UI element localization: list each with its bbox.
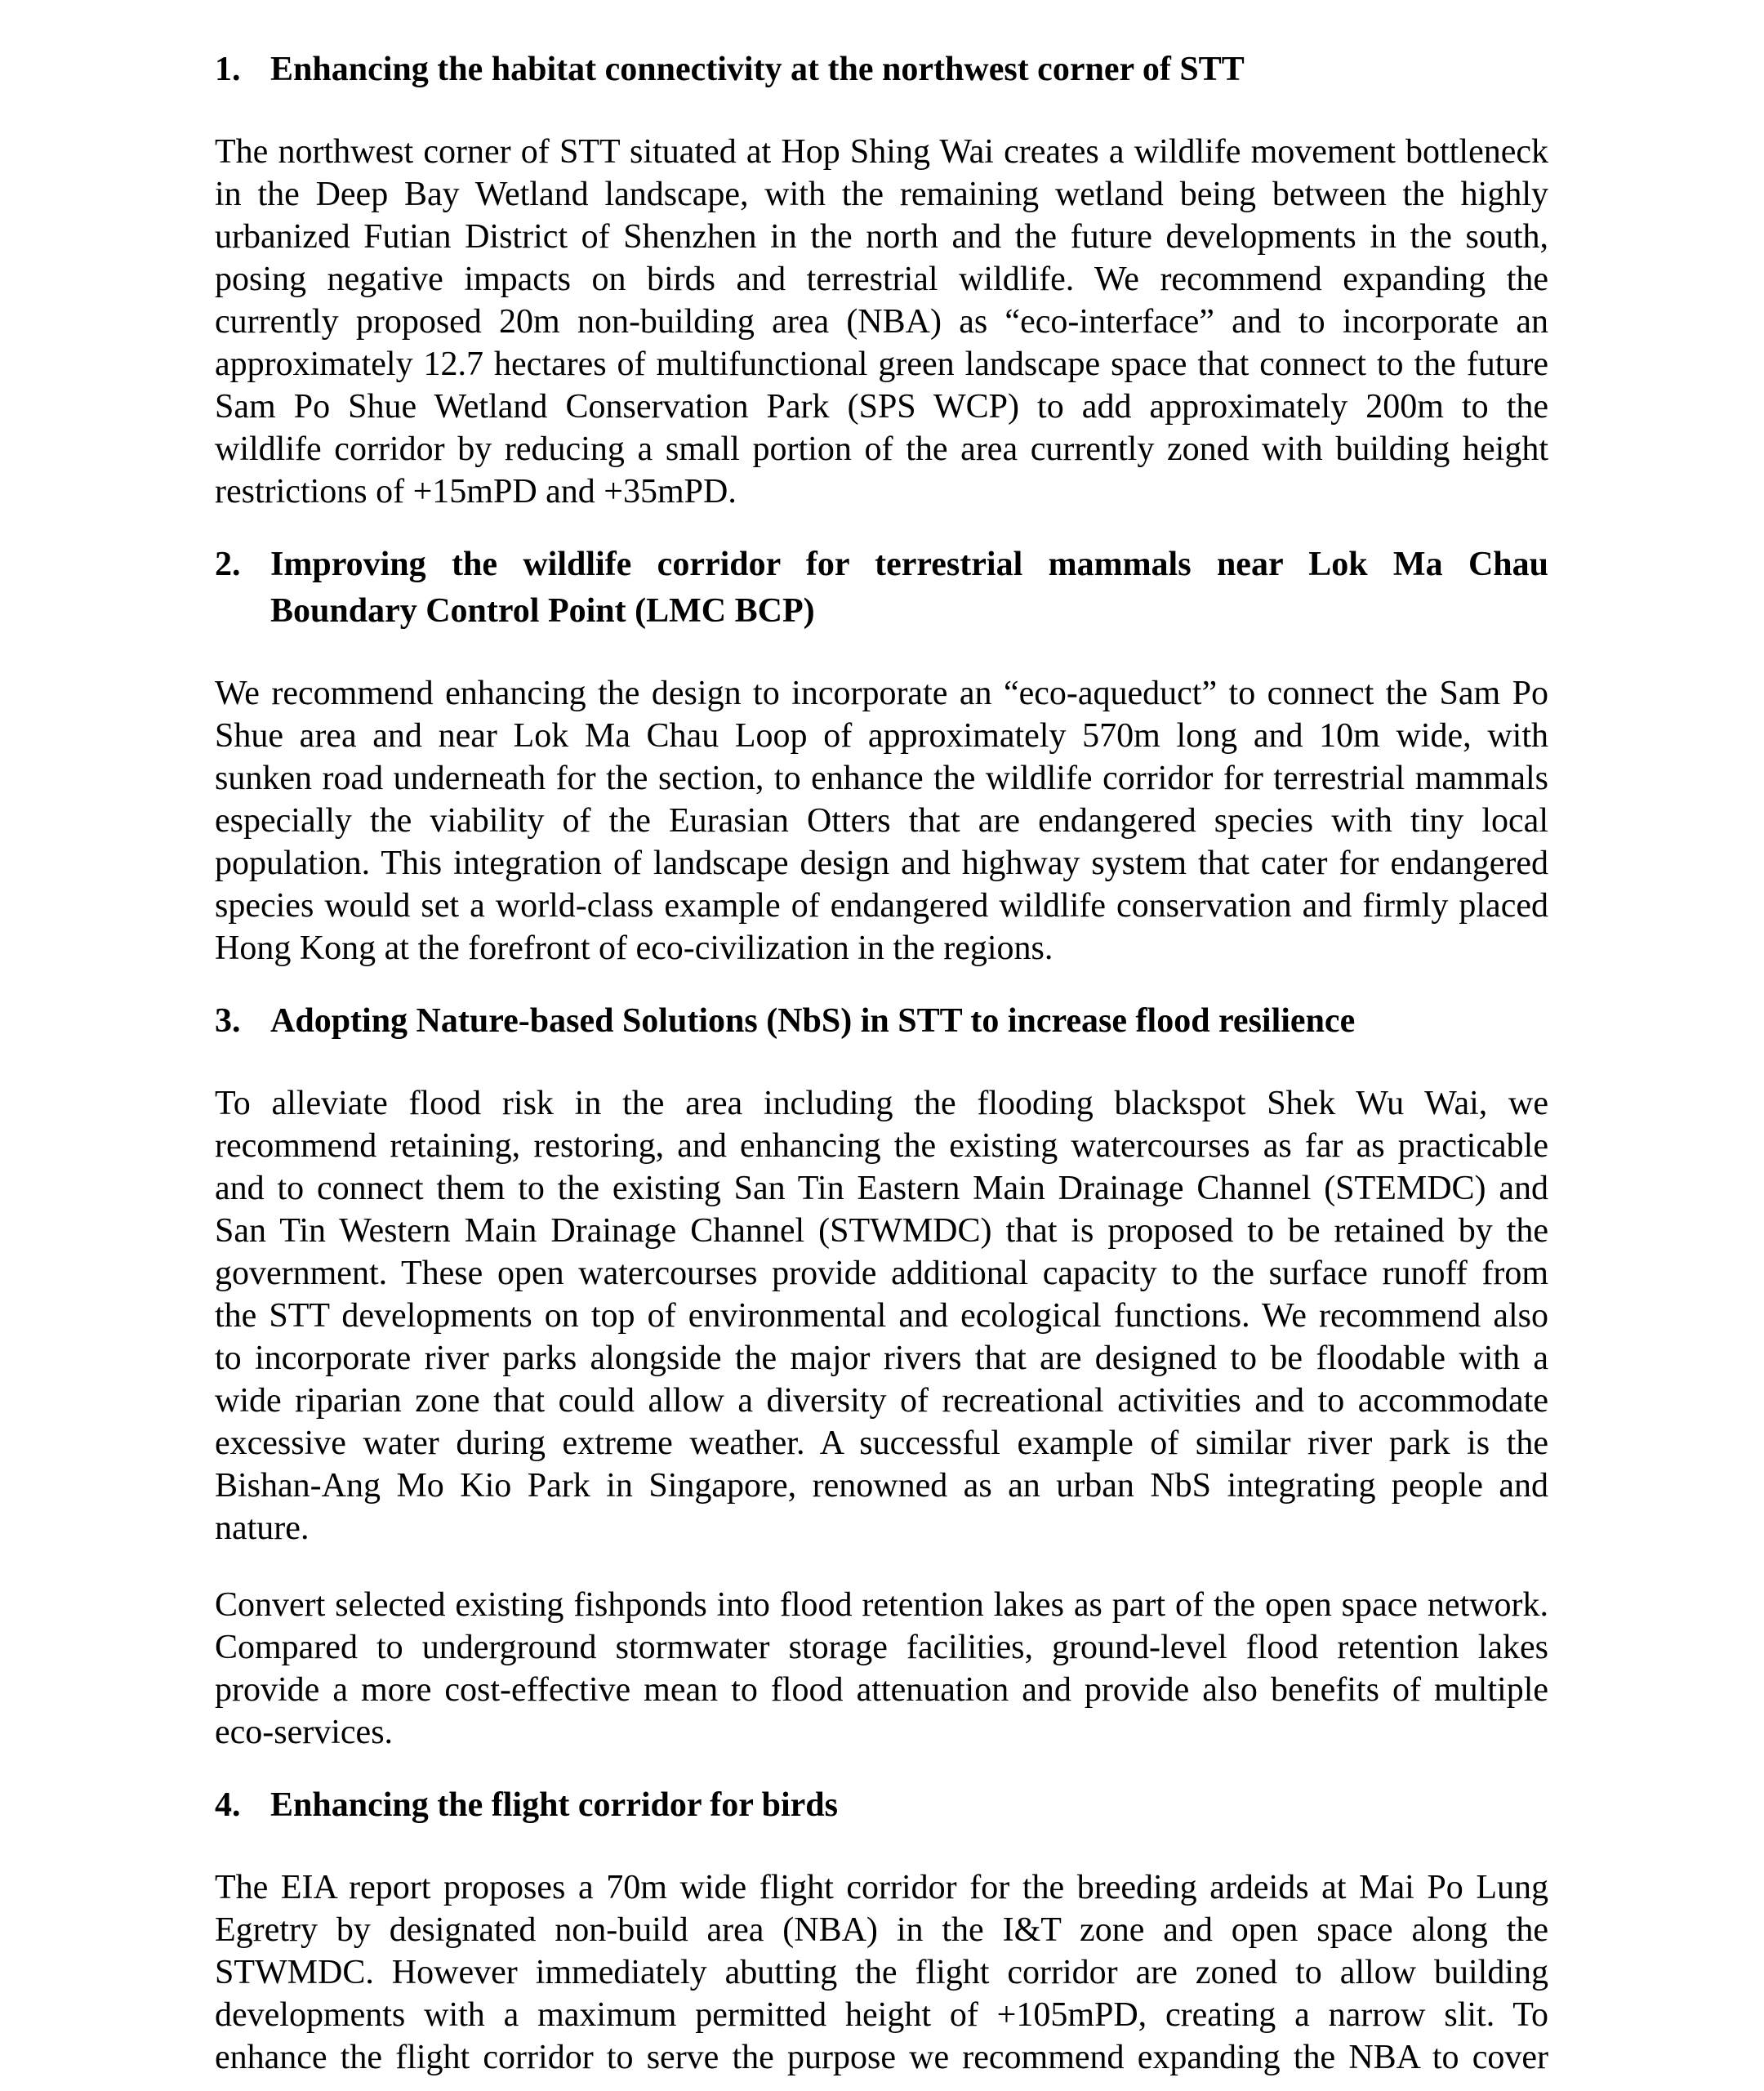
section-heading-3 xyxy=(215,998,1548,1045)
text-line: in the Deep Bay Wetland landscape, with the remaining wetland being between the highly xyxy=(215,176,1548,213)
section-heading-4 xyxy=(215,1782,1548,1829)
text-line: nature. xyxy=(215,1509,310,1547)
section-4 xyxy=(215,1782,1548,2079)
section-heading-text xyxy=(270,998,1548,1045)
section-number: 2. xyxy=(215,546,241,583)
text-line: Convert selected existing fishponds into flood retention lakes as part of the open space network. xyxy=(215,1586,1548,1624)
text-line: Compared to underground stormwater storage facilities, ground-level flood retention lakes xyxy=(215,1629,1548,1666)
text-line: STWMDC. However immediately abutting the flight corridor are zoned to allow building xyxy=(215,1954,1548,1991)
section-number: 3. xyxy=(215,1002,241,1040)
text-line: provide a more cost-effective mean to flood attenuation and provide also benefits of multiple xyxy=(215,1671,1548,1709)
text-line: the STT developments on top of environmental and ecological functions. We recommend also xyxy=(215,1297,1548,1335)
text-line: wide riparian zone that could allow a diversity of recreational activities and to accommodate xyxy=(215,1382,1548,1420)
text-line: and to connect them to the existing San Tin Eastern Main Drainage Channel (STEMDC) and xyxy=(215,1170,1548,1207)
heading-line: Improving the wildlife corridor for terrestrial mammals near Lok Ma Chau xyxy=(270,546,1548,583)
text-line: currently proposed 20m non-building area (NBA) as “eco-interface” and to incorporate an xyxy=(215,303,1548,341)
section-number: 1. xyxy=(215,51,241,88)
text-line: The northwest corner of STT situated at Hop Shing Wai creates a wildlife movement bottleneck xyxy=(215,133,1548,171)
text-line: The EIA report proposes a 70m wide flight corridor for the breeding ardeids at Mai Po Lung xyxy=(215,1869,1548,1906)
text-line: Bishan-Ang Mo Kio Park in Singapore, renowned as an urban NbS integrating people and xyxy=(215,1467,1548,1505)
text-line: population. This integration of landscape design and highway system that cater for endangered xyxy=(215,845,1548,882)
text-line: San Tin Western Main Drainage Channel (STWMDC) that is proposed to be retained by the xyxy=(215,1212,1548,1250)
text-line: Egretry by designated non-build area (NBA) in the I&T zone and open space along the xyxy=(215,1911,1548,1949)
section-heading-1 xyxy=(215,47,1548,93)
text-line: urbanized Futian District of Shenzhen in the north and the future developments in the south, xyxy=(215,218,1548,256)
section-2 xyxy=(215,542,1548,970)
text-line: To alleviate flood risk in the area including the flooding blackspot Shek Wu Wai, we xyxy=(215,1085,1548,1122)
text-line: to incorporate river parks alongside the major rivers that are designed to be floodable with a xyxy=(215,1340,1548,1377)
text-line: approximately 12.7 hectares of multifunctional green landscape space that connect to the future xyxy=(215,346,1548,383)
paragraph xyxy=(215,1082,1548,1549)
heading-line: Enhancing the habitat connectivity at the northwest corner of STT xyxy=(270,51,1245,88)
section-heading-2 xyxy=(215,542,1548,635)
section-number: 4. xyxy=(215,1786,241,1824)
paragraph xyxy=(215,672,1548,970)
paragraph xyxy=(215,131,1548,513)
heading-line: Adopting Nature-based Solutions (NbS) in STT to increase flood resilience xyxy=(270,1002,1356,1040)
text-line: enhance the flight corridor to serve the purpose we recommend expanding the NBA to cover xyxy=(215,2039,1548,2076)
text-line: Shue area and near Lok Ma Chau Loop of approximately 570m long and 10m wide, with xyxy=(215,717,1548,755)
heading-line: Enhancing the flight corridor for birds xyxy=(270,1786,838,1824)
text-line: recommend retaining, restoring, and enhancing the existing watercourses as far as practicable xyxy=(215,1127,1548,1165)
paragraph xyxy=(215,1866,1548,2079)
text-line: wildlife corridor by reducing a small portion of the area currently zoned with building height xyxy=(215,430,1548,468)
section-heading-text xyxy=(270,47,1548,93)
section-heading-text xyxy=(270,542,1548,635)
text-line: restrictions of +15mPD and +35mPD. xyxy=(215,473,737,510)
text-line: excessive water during extreme weather. A successful example of similar river park is the xyxy=(215,1424,1548,1462)
section-1 xyxy=(215,47,1548,513)
text-line: Hong Kong at the forefront of eco-civilization in the regions. xyxy=(215,930,1054,967)
section-heading-text xyxy=(270,1782,1548,1829)
text-line: species would set a world-class example of endangered wildlife conservation and firmly placed xyxy=(215,887,1548,925)
section-3 xyxy=(215,998,1548,1754)
text-line: posing negative impacts on birds and terrestrial wildlife. We recommend expanding the xyxy=(215,261,1548,298)
text-line: developments with a maximum permitted height of +105mPD, creating a narrow slit. To xyxy=(215,1996,1548,2034)
text-line: eco-services. xyxy=(215,1714,394,1751)
text-line: We recommend enhancing the design to incorporate an “eco-aqueduct” to connect the Sam Po xyxy=(215,675,1548,712)
text-line: Sam Po Shue Wetland Conservation Park (SPS WCP) to add approximately 200m to the xyxy=(215,388,1548,426)
text-line: sunken road underneath for the section, to enhance the wildlife corridor for terrestrial mammals xyxy=(215,760,1548,797)
heading-line: Boundary Control Point (LMC BCP) xyxy=(270,592,815,630)
text-line: especially the viability of the Eurasian Otters that are endangered species with tiny local xyxy=(215,802,1548,840)
paragraph xyxy=(215,1584,1548,1754)
text-line: government. These open watercourses provide additional capacity to the surface runoff from xyxy=(215,1255,1548,1292)
